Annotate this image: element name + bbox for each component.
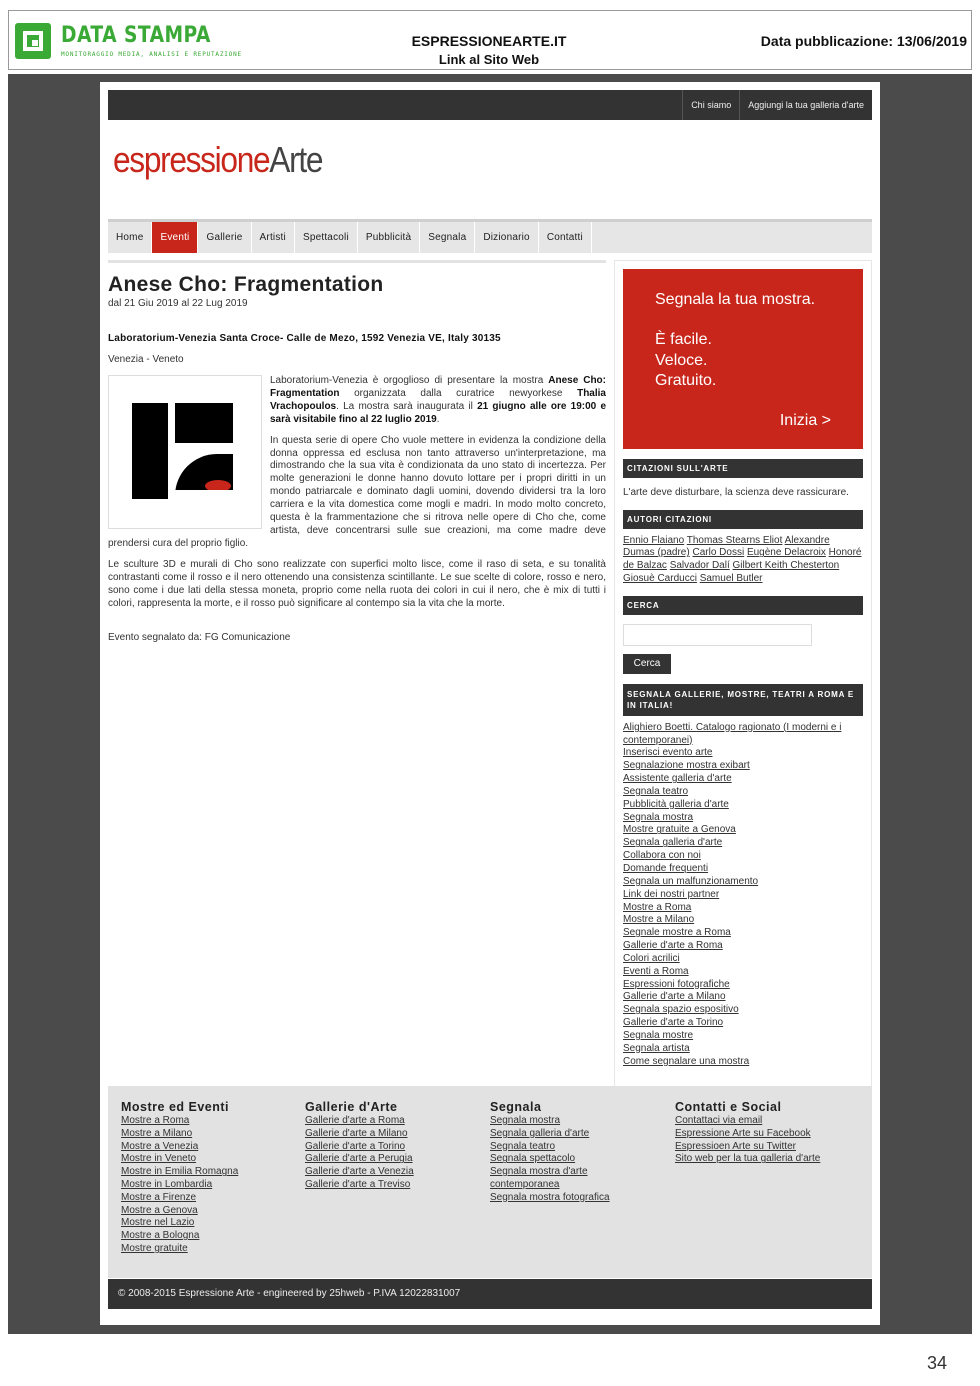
segnala-link[interactable]: Segnala un malfunzionamento [623, 875, 759, 887]
logo-part-arte: Arte [269, 139, 323, 180]
footer-link[interactable]: Mostre a Milano [121, 1127, 193, 1139]
segnala-link[interactable]: Segnala spazio espositivo [623, 1004, 739, 1016]
article-paragraph-2: In questa serie di opere Cho vuole mettere in evidenza la condizione della donna oppressa ed esclusa non tanto attraverso un'interpretazione, ma dimostrando che la sua vita è condizionata da uno stato di incertezza. Per molte generazioni le donne hanno dovuto lottare per i propri diritti in un mondo patriarcale e dominato dagli uomini, dovendo dividersi tra la loro carriera e la vita domestica come mogli e madri. In modo molto concreto, questa è la frammentazione che si ritrova nelle opere di Cho che, come artista, deve concentrarsi sulle sue creazioni, ma come madre deve prendersi cura del proprio figlio. [108, 434, 606, 549]
article-paragraph-1: Laboratorium-Venezia è orgoglioso di presentare la mostra Anese Cho: Fragmentation organizzata dalla curatrice newyorkese Thalia Vrachopoulos. La mostra sarà inaugurata il 21 giugno alle ore 19:00 e sarà visitabile fino al 22 luglio 2019. [270, 375, 607, 425]
segnala-link[interactable]: Collabora con noi [623, 850, 701, 862]
clipping-link-label: Link al Sito Web [438, 52, 540, 67]
footer-col-contatti [675, 1100, 855, 1166]
author-link[interactable]: Thomas Stearns Eliot [686, 534, 783, 546]
footer-col-title: Mostre ed Eventi [121, 1100, 230, 1114]
footer-link[interactable]: Mostre a Bologna [121, 1230, 200, 1242]
top-links [682, 90, 872, 120]
author-link[interactable]: Eugène Delacroix [746, 547, 826, 559]
footer-link[interactable]: Mostre in Lombardia [121, 1178, 213, 1190]
nav-home[interactable]: Home [108, 222, 152, 253]
search-input[interactable] [623, 624, 812, 646]
footer-link[interactable]: Segnala mostra [490, 1115, 561, 1126]
nav-pubblicita[interactable]: Pubblicità [358, 222, 420, 253]
banner-line-1: Segnala la tua mostra. [655, 291, 816, 308]
banner-lines: È facile. Veloce. Gratuito. [655, 331, 717, 389]
segnala-link[interactable]: Mostre a Milano [623, 914, 695, 926]
author-link[interactable]: Carlo Dossi [692, 547, 745, 559]
segnala-link[interactable]: Segnala mostra [623, 811, 694, 823]
author-link[interactable]: Alexandre Dumas (padre) [623, 534, 830, 559]
segnala-link[interactable]: Inserisci evento arte [623, 747, 713, 759]
footer-col-gallerie [305, 1100, 485, 1192]
clipping-header [8, 10, 972, 70]
article-body [108, 375, 606, 610]
reported-by: Evento segnalato da: FG Comunicazione [108, 632, 291, 644]
banner-cta[interactable]: Inizia > [779, 412, 831, 429]
segnala-link[interactable]: Segnala mostre [623, 1029, 694, 1041]
article-paragraph-3: Le sculture 3D e murali di Cho sono realizzate con superfici molto lisce, come il raso di seta, e su tonalità contrastanti come il rosso e il nero ottenendo una consistenza scintillante. Le sue scelte di colore, rosso e nero, sono come i due lati della stessa moneta, proprio come nella ruota dei colori in cui il nero, che è mix di tutti i colori, rappresenta la morte, e il rosso può significare al contempo sia la vita che la morte. [108, 558, 606, 609]
artwork-thumbnail[interactable] [108, 375, 262, 529]
data-stampa-logo-icon [15, 23, 51, 59]
web-page [100, 82, 880, 1325]
site-logo[interactable] [113, 139, 322, 181]
article-title: Anese Cho: Fragmentation [108, 273, 384, 296]
footer-link[interactable]: Espressione Arte su Facebook [675, 1127, 811, 1139]
footer-link[interactable]: Gallerie d'arte a Roma [305, 1115, 405, 1126]
search-heading: CERCA [623, 596, 863, 615]
clipping-date: Data pubblicazione: 13/06/2019 [760, 33, 967, 49]
segnala-heading: SEGNALA GALLERIE, MOSTRE, TEATRI A ROMA E IN ITALIA! [623, 684, 863, 716]
nav-spettacoli[interactable]: Spettacoli [295, 222, 358, 253]
article-dates: dal 21 Giu 2019 al 22 Lug 2019 [108, 298, 248, 309]
segnala-link[interactable]: Assistente galleria d'arte [623, 773, 732, 785]
footer-link[interactable]: Segnala teatro [490, 1140, 556, 1152]
footer-link[interactable]: Segnala spettacolo [490, 1153, 576, 1165]
data-stampa-tagline: MONITORAGGIO MEDIA, ANALISI E REPUTAZIONE [61, 51, 242, 58]
footer-link[interactable]: Segnala mostra fotografica [490, 1191, 610, 1203]
segnala-link[interactable]: Espressioni fotografiche [623, 978, 730, 990]
author-link[interactable]: Giosuè Carducci [623, 572, 697, 584]
segnala-link[interactable]: Domande frequenti [623, 862, 709, 874]
segnala-link[interactable]: Pubblicità galleria d'arte [623, 798, 729, 810]
footer-link[interactable]: Contattaci via email [675, 1115, 763, 1126]
article-content [108, 260, 606, 643]
segnala-link[interactable]: Mostre a Roma [623, 901, 692, 913]
footer-col-title: Contatti e Social [675, 1100, 782, 1114]
segnala-link[interactable]: Segnala artista [623, 1042, 690, 1054]
copyright-bar: © 2008-2015 Espressione Arte - engineered by 25hweb - P.IVA 12022831007 [108, 1279, 872, 1309]
search-button[interactable]: Cerca [623, 654, 671, 674]
segnala-link[interactable]: Alighiero Boetti. Catalogo ragionato (I moderni e i contemporanei) [623, 721, 842, 746]
author-link[interactable]: Gilbert Keith Chesterton [732, 560, 840, 572]
footer-link[interactable]: Mostre a Venezia [121, 1140, 199, 1152]
data-stampa-brand: DATA STAMPA [61, 23, 211, 48]
footer-link[interactable]: Mostre gratuite [121, 1242, 188, 1254]
footer-link[interactable]: Mostre in Emilia Romagna [121, 1166, 239, 1178]
authors-list [623, 535, 863, 586]
footer-link[interactable]: Segnala galleria d'arte [490, 1127, 590, 1139]
footer-col-title: Gallerie d'Arte [305, 1100, 398, 1114]
nav-segnala[interactable]: Segnala [420, 222, 475, 253]
nav-dizionario[interactable]: Dizionario [475, 222, 538, 253]
footer-link[interactable]: Gallerie d'arte a Milano [305, 1127, 408, 1139]
footer-link[interactable]: Gallerie d'arte a Perugia [305, 1153, 413, 1165]
author-link[interactable]: Ennio Flaiano [623, 534, 685, 546]
segnala-link[interactable]: Link dei nostri partner [623, 888, 720, 900]
footer-col-title: Segnala [490, 1100, 542, 1114]
segnala-link[interactable]: Colori acrilici [623, 952, 680, 964]
clipping-site: ESPRESSIONEARTE.IT [411, 33, 567, 49]
segnala-link[interactable]: Gallerie d'arte a Roma [623, 940, 723, 952]
authors-heading: AUTORI CITAZIONI [623, 510, 863, 529]
segnala-link[interactable]: Mostre gratuite a Genova [623, 824, 736, 836]
segnala-link[interactable]: Gallerie d'arte a Torino [623, 1017, 724, 1029]
quotes-heading: CITAZIONI SULL'ARTE [623, 459, 863, 478]
quote-text: L'arte deve disturbare, la scienza deve rassicurare. [623, 487, 849, 498]
footer-link[interactable]: Gallerie d'arte a Treviso [305, 1178, 411, 1190]
footer-link[interactable]: Mostre in Veneto [121, 1153, 197, 1165]
nav-artisti[interactable]: Artisti [252, 222, 295, 253]
author-link[interactable]: Samuel Butler [699, 572, 763, 584]
segnala-link[interactable]: Segnalazione mostra exibart [623, 760, 750, 772]
footer-link[interactable]: Segnala mostra d'arte contemporanea [490, 1166, 588, 1190]
sidebar [614, 260, 872, 1088]
page-number: 34 [926, 1353, 947, 1373]
logo-part-espressione: espressione [113, 139, 270, 180]
footer-link[interactable]: Mostre nel Lazio [121, 1217, 195, 1229]
nav-contatti[interactable]: Contatti [539, 222, 592, 253]
segnala-link[interactable]: Eventi a Roma [623, 965, 689, 977]
segnala-links [623, 722, 863, 1069]
footer-link[interactable]: Sito web per la tua galleria d'arte [675, 1153, 821, 1165]
content-separator [108, 260, 606, 263]
segnala-link[interactable]: Come segnalare una mostra [623, 1055, 750, 1067]
author-link[interactable]: Salvador Dalí [669, 560, 730, 572]
segnala-link[interactable]: Segnale mostre a Roma [623, 927, 731, 939]
segnala-mostra-banner[interactable] [623, 269, 863, 449]
footer-link[interactable]: Mostre a Roma [121, 1115, 190, 1126]
article-region: Venezia - Veneto [108, 354, 184, 365]
author-link[interactable]: Honoré de Balzac [623, 547, 862, 572]
footer-col-segnala [490, 1100, 640, 1205]
article-address: Laboratorium-Venezia Santa Croce- Calle de Mezo, 1592 Venezia VE, Italy 30135 [108, 333, 501, 344]
top-link-chi-siamo[interactable]: Chi siamo [682, 90, 739, 120]
footer-link[interactable]: Gallerie d'arte a Venezia [305, 1166, 414, 1178]
segnala-link[interactable]: Segnala teatro [623, 785, 689, 797]
segnala-link[interactable]: Segnala galleria d'arte [623, 837, 723, 849]
nav-eventi[interactable]: Eventi [152, 222, 198, 253]
site-footer [108, 1086, 872, 1278]
top-link-aggiungi-galleria[interactable]: Aggiungi la tua galleria d'arte [739, 90, 872, 120]
nav-gallerie[interactable]: Gallerie [198, 222, 251, 253]
footer-col-mostre [121, 1100, 301, 1256]
main-nav [108, 219, 872, 253]
footer-link[interactable]: Gallerie d'arte a Torino [305, 1140, 406, 1152]
footer-link[interactable]: Espressioen Arte su Twitter [675, 1140, 796, 1152]
footer-link[interactable]: Mostre a Firenze [121, 1191, 197, 1203]
segnala-link[interactable]: Gallerie d'arte a Milano [623, 991, 726, 1003]
footer-link[interactable]: Mostre a Genova [121, 1204, 198, 1216]
top-bar [108, 90, 872, 120]
